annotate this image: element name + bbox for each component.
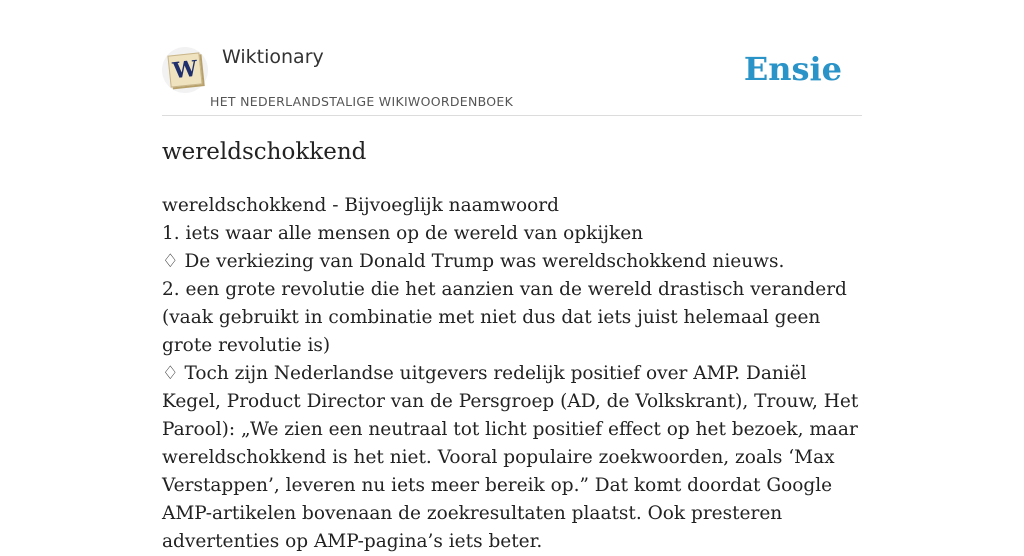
site-subtitle: HET NEDERLANDSTALIGE WIKIWOORDENBOEK bbox=[210, 94, 514, 109]
site-name[interactable]: Wiktionary bbox=[222, 46, 324, 68]
definition-2: 2. een grote revolutie die het aanzien van de wereld drastisch veranderd (vaak gebruikt in combinatie met niet dus dat iets juist helemaal geen grote revolutie is) bbox=[162, 279, 847, 356]
page-container bbox=[162, 0, 862, 552]
example-2: ♢ Toch zijn Nederlandse uitgevers redelijk positief over AMP. Daniël Kegel, Product Director van de Persgroep (AD, de Volkskrant), Trouw, Het Parool): „We zien een neutraal tot licht positief effect op het bezoek, maar wereldschokkend is het niet. Vooral populaire zoekwoorden, zoals ‘Max Verstappen’, leveren nu iets meer bereik op.” Dat komt doordat Google AMP-artikelen bovenaan de zoekresultaten plaatst. Ook presteren advertenties op AMP-pagina’s iets beter. bbox=[162, 363, 859, 552]
wiktionary-logo[interactable] bbox=[162, 47, 208, 93]
wiktionary-logo-icon: W bbox=[167, 52, 202, 87]
definition-1: 1. iets waar alle mensen op de wereld van opkijken bbox=[162, 223, 644, 244]
ensie-brand-logo[interactable]: Ensie bbox=[743, 50, 842, 88]
site-header bbox=[162, 0, 862, 116]
example-1: ♢ De verkiezing van Donald Trump was wereldschokkend nieuws. bbox=[162, 251, 785, 272]
entry-headline: wereldschokkend - Bijvoeglijk naamwoord bbox=[162, 195, 559, 216]
page-title: wereldschokkend bbox=[162, 139, 367, 165]
entry-content bbox=[162, 192, 862, 556]
